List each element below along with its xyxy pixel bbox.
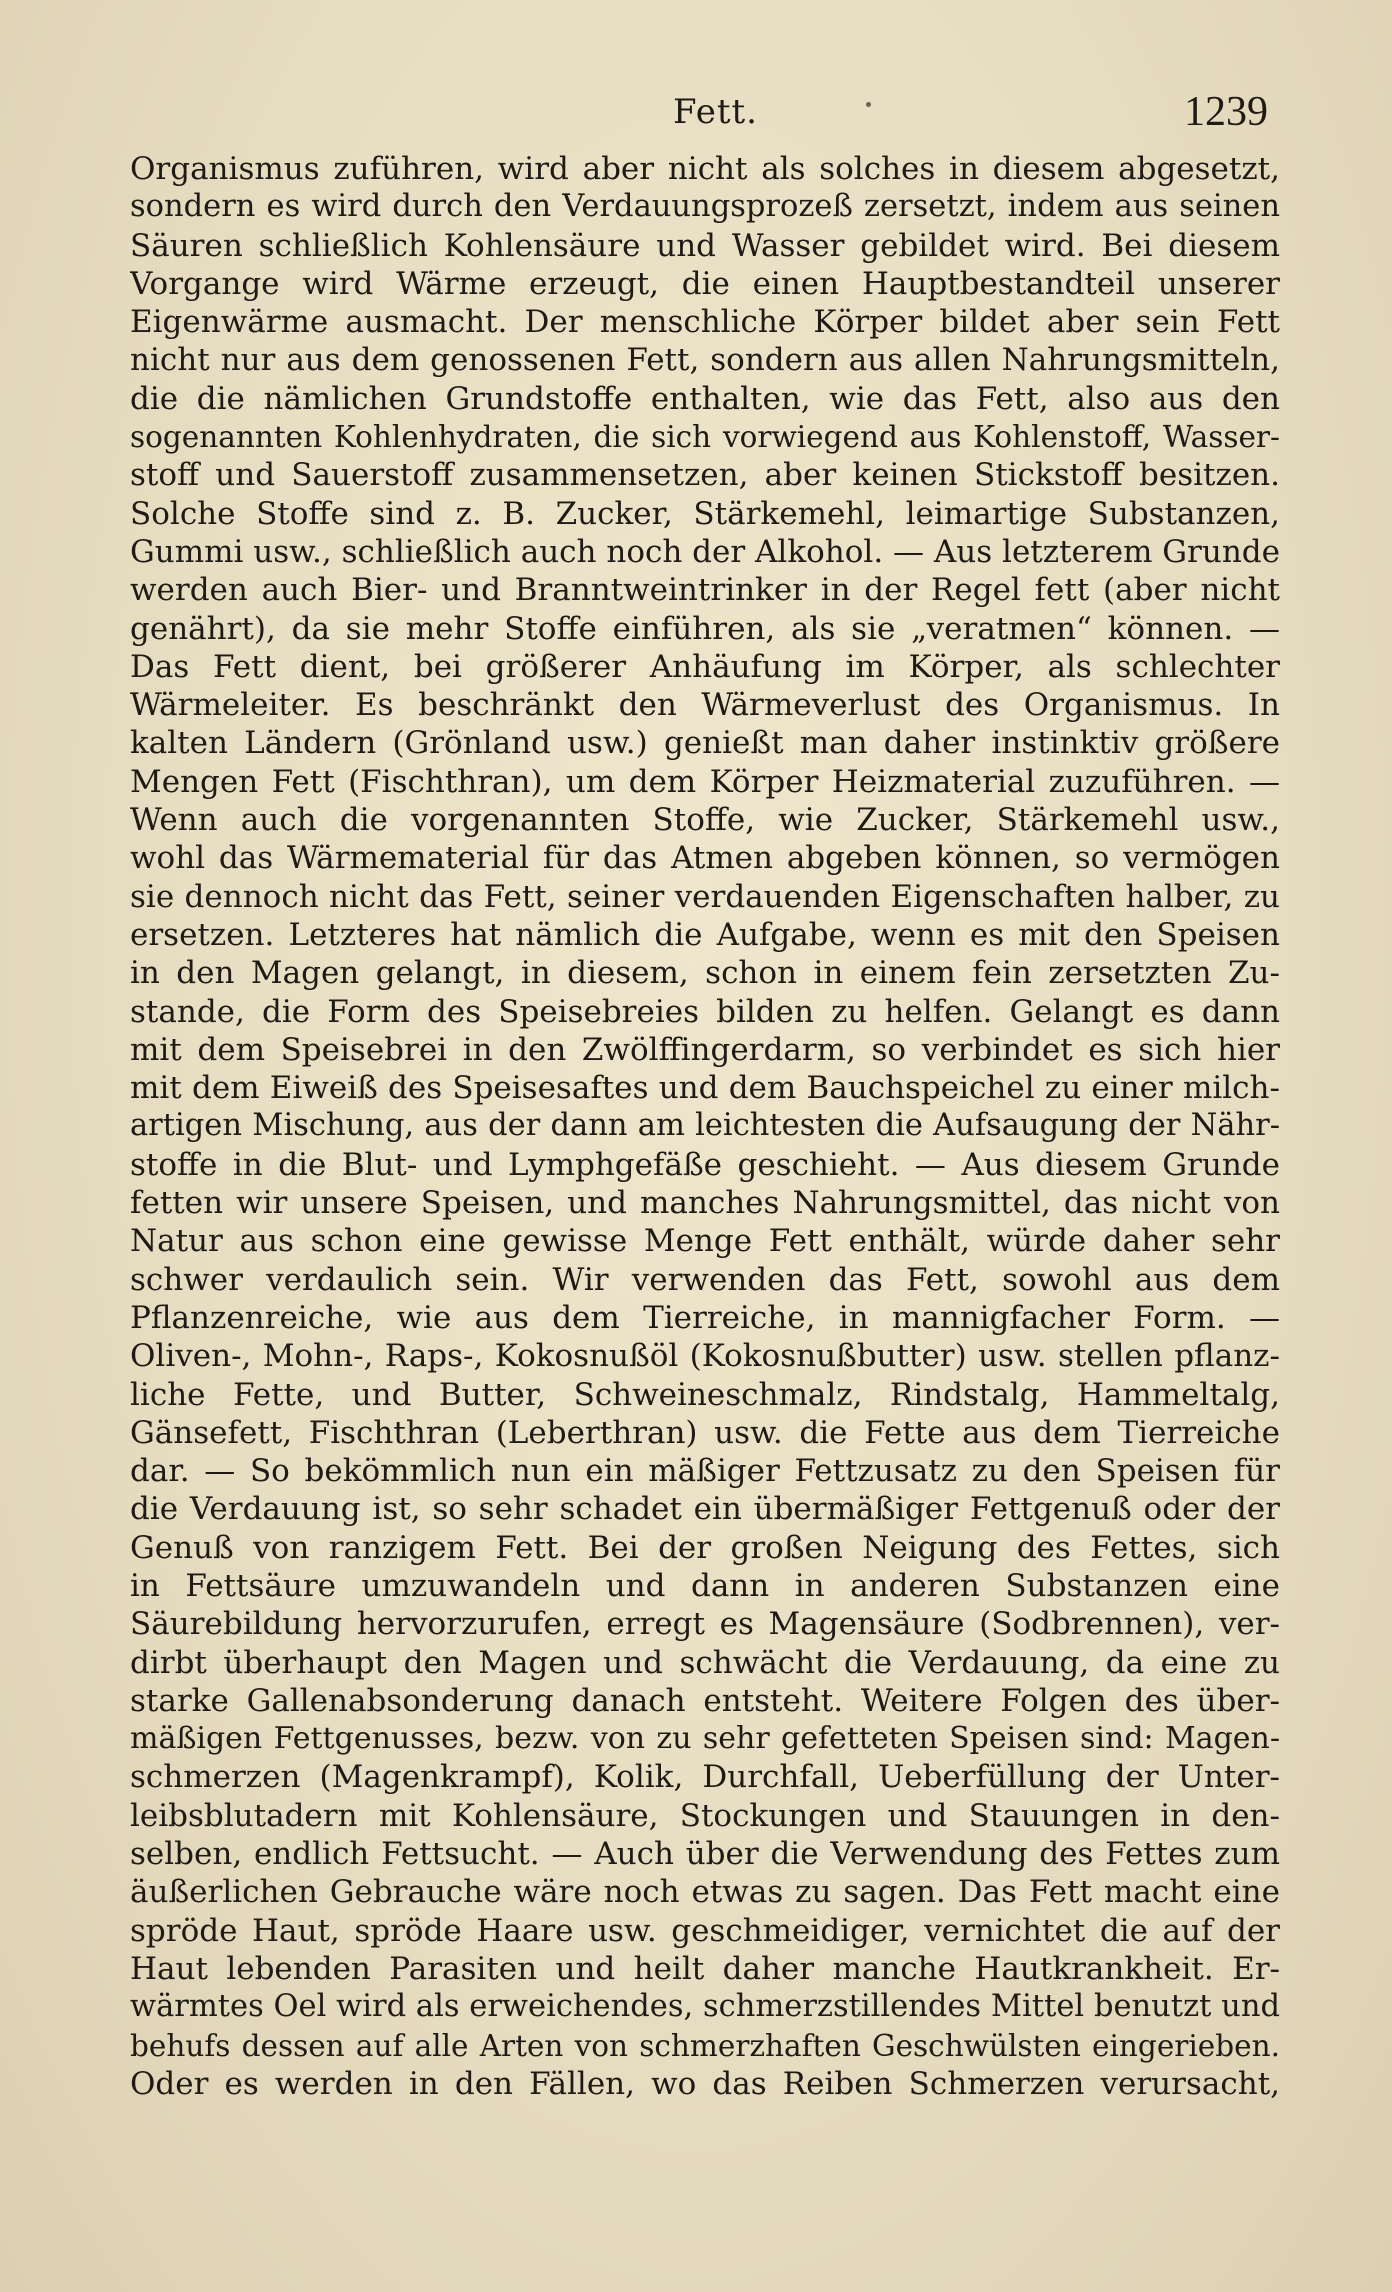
text-line: Solche Stoffe sind z. B. Zucker, Stärkemehl, leimartige Substanzen, [130,495,1280,532]
text-line: behufs dessen auf alle Arten von schmerzhaften Geschwülsten eingerieben. [130,2028,1280,2063]
text-line: stande, die Form des Speisebreies bilden zu helfen. Gelangt es dann [130,993,1280,1030]
text-line: mäßigen Fettgenusses, bezw. von zu sehr gefetteten Speisen sind: Magen- [130,1721,1280,1757]
text-line: Wenn auch die vorgenannten Stoffe, wie Zucker, Stärkemehl usw., [130,802,1280,839]
text-line: äußerlichen Gebrauche wäre noch etwas zu sagen. Das Fett macht eine [130,1874,1280,1911]
text-line: mit dem Speisebrei in den Zwölffingerdarm, so verbindet es sich hier [130,1031,1280,1068]
text-line: die Verdauung ist, so sehr schadet ein übermäßiger Fettgenuß oder der [130,1491,1280,1528]
text-line: Wärmeleiter. Es beschränkt den Wärmeverlust des Organismus. In [130,687,1280,724]
text-line: wohl das Wärmematerial für das Atmen abgeben können, so vermögen [130,840,1280,877]
text-line: Säuren schließlich Kohlensäure und Wasser gebildet wird. Bei diesem [130,227,1280,264]
text-line: mit dem Eiweiß des Speisesaftes und dem Bauchspeichel zu einer milch- [130,1070,1280,1107]
text-line: fetten wir unsere Speisen, und manches Nahrungsmittel, das nicht von [130,1185,1280,1222]
running-head [0,82,1392,142]
text-line: dar. — So bekömmlich nun ein mäßiger Fettzusatz zu den Speisen für [130,1453,1280,1490]
running-head-title: Fett. [673,92,758,132]
text-line: nicht nur aus dem genossenen Fett, sondern aus allen Nahrungsmitteln, [130,342,1280,379]
text-line: dirbt überhaupt den Magen und schwächt die Verdauung, da eine zu [130,1644,1280,1681]
text-line: leibsblutadern mit Kohlensäure, Stockungen und Stauungen in den- [130,1797,1280,1834]
text-line: sogenannten Kohlenhydraten, die sich vorwiegend aus Kohlenstoff, Wasser- [130,420,1280,455]
text-line: die die nämlichen Grundstoffe enthalten, wie das Fett, also aus den [130,380,1280,417]
text-line: Eigenwärme ausmacht. Der menschliche Körper bildet aber sein Fett [130,304,1280,341]
text-line: Säurebildung hervorzurufen, erregt es Magensäure (Sodbrennen), ver- [130,1606,1280,1643]
text-line: ersetzen. Letzteres hat nämlich die Aufgabe, wenn es mit den Speisen [130,916,1280,953]
text-line: genährt), da sie mehr Stoffe einführen, als sie „veratmen“ können. — [130,610,1280,647]
text-line: Natur aus schon eine gewisse Menge Fett enthält, würde daher sehr [130,1223,1280,1260]
body-text [130,150,1280,2103]
text-line: schmerzen (Magenkrampf), Kolik, Durchfall, Ueberfüllung der Unter- [130,1759,1280,1796]
text-line: Gänsefett, Fischthran (Leberthran) usw. die Fette aus dem Tierreiche [130,1414,1280,1451]
text-line: stoffe in die Blut- und Lymphgefäße geschieht. — Aus diesem Grunde [130,1146,1280,1183]
text-line: kalten Ländern (Grönland usw.) genießt man daher instinktiv größere [130,725,1280,762]
text-line: stoff und Sauerstoff zusammensetzen, aber keinen Stickstoff besitzen. [130,457,1280,494]
text-line: Oder es werden in den Fällen, wo das Reiben Schmerzen verursacht, [130,2065,1280,2102]
text-line: in den Magen gelangt, in diesem, schon in einem fein zersetzten Zu- [130,955,1280,992]
text-line: starke Gallenabsonderung danach entsteht. Weitere Folgen des über- [130,1682,1280,1719]
text-line: Haut lebenden Parasiten und heilt daher manche Hautkrankheit. Er- [130,1950,1280,1987]
text-line: artigen Mischung, aus der dann am leichtesten die Aufsaugung der Nähr- [130,1108,1280,1144]
ink-dot [866,102,871,107]
text-line: Mengen Fett (Fischthran), um dem Körper Heizmaterial zuzuführen. — [130,763,1280,800]
text-line: sondern es wird durch den Verdauungsprozeß zersetzt, indem aus seinen [130,189,1280,225]
text-line: Genuß von ranzigem Fett. Bei der großen Neigung des Fettes, sich [130,1529,1280,1566]
text-line: werden auch Bier- und Branntweintrinker in der Regel fett (aber nicht [130,572,1280,609]
text-line: sie dennoch nicht das Fett, seiner verdauenden Eigenschaften halber, zu [130,878,1280,915]
text-line: liche Fette, und Butter, Schweineschmalz, Rindstalg, Hammeltalg, [130,1376,1280,1413]
text-line: Vorgange wird Wärme erzeugt, die einen Hauptbestandteil unserer [130,265,1280,302]
text-line: Oliven-, Mohn-, Raps-, Kokosnußöl (Kokosnußbutter) usw. stellen pflanz- [130,1338,1280,1375]
text-line: spröde Haut, spröde Haare usw. geschmeidiger, vernichtet die auf der [130,1912,1280,1949]
text-line: Pflanzenreiche, wie aus dem Tierreiche, in mannigfacher Form. — [130,1299,1280,1336]
text-line: Das Fett dient, bei größerer Anhäufung im Körper, als schlechter [130,648,1280,685]
text-line: wärmtes Oel wird als erweichendes, schmerzstillendes Mittel benutzt und [130,1989,1280,2025]
page-number: 1239 [1184,89,1268,135]
text-line: Organismus zuführen, wird aber nicht als solches in diesem abgesetzt, [130,151,1280,187]
text-line: selben, endlich Fettsucht. — Auch über die Verwendung des Fettes zum [130,1836,1280,1873]
text-line: in Fettsäure umzuwandeln und dann in anderen Substanzen eine [130,1567,1280,1604]
text-line: Gummi usw., schließlich auch noch der Alkohol. — Aus letzterem Grunde [130,533,1280,570]
text-line: schwer verdaulich sein. Wir verwenden das Fett, sowohl aus dem [130,1261,1280,1298]
